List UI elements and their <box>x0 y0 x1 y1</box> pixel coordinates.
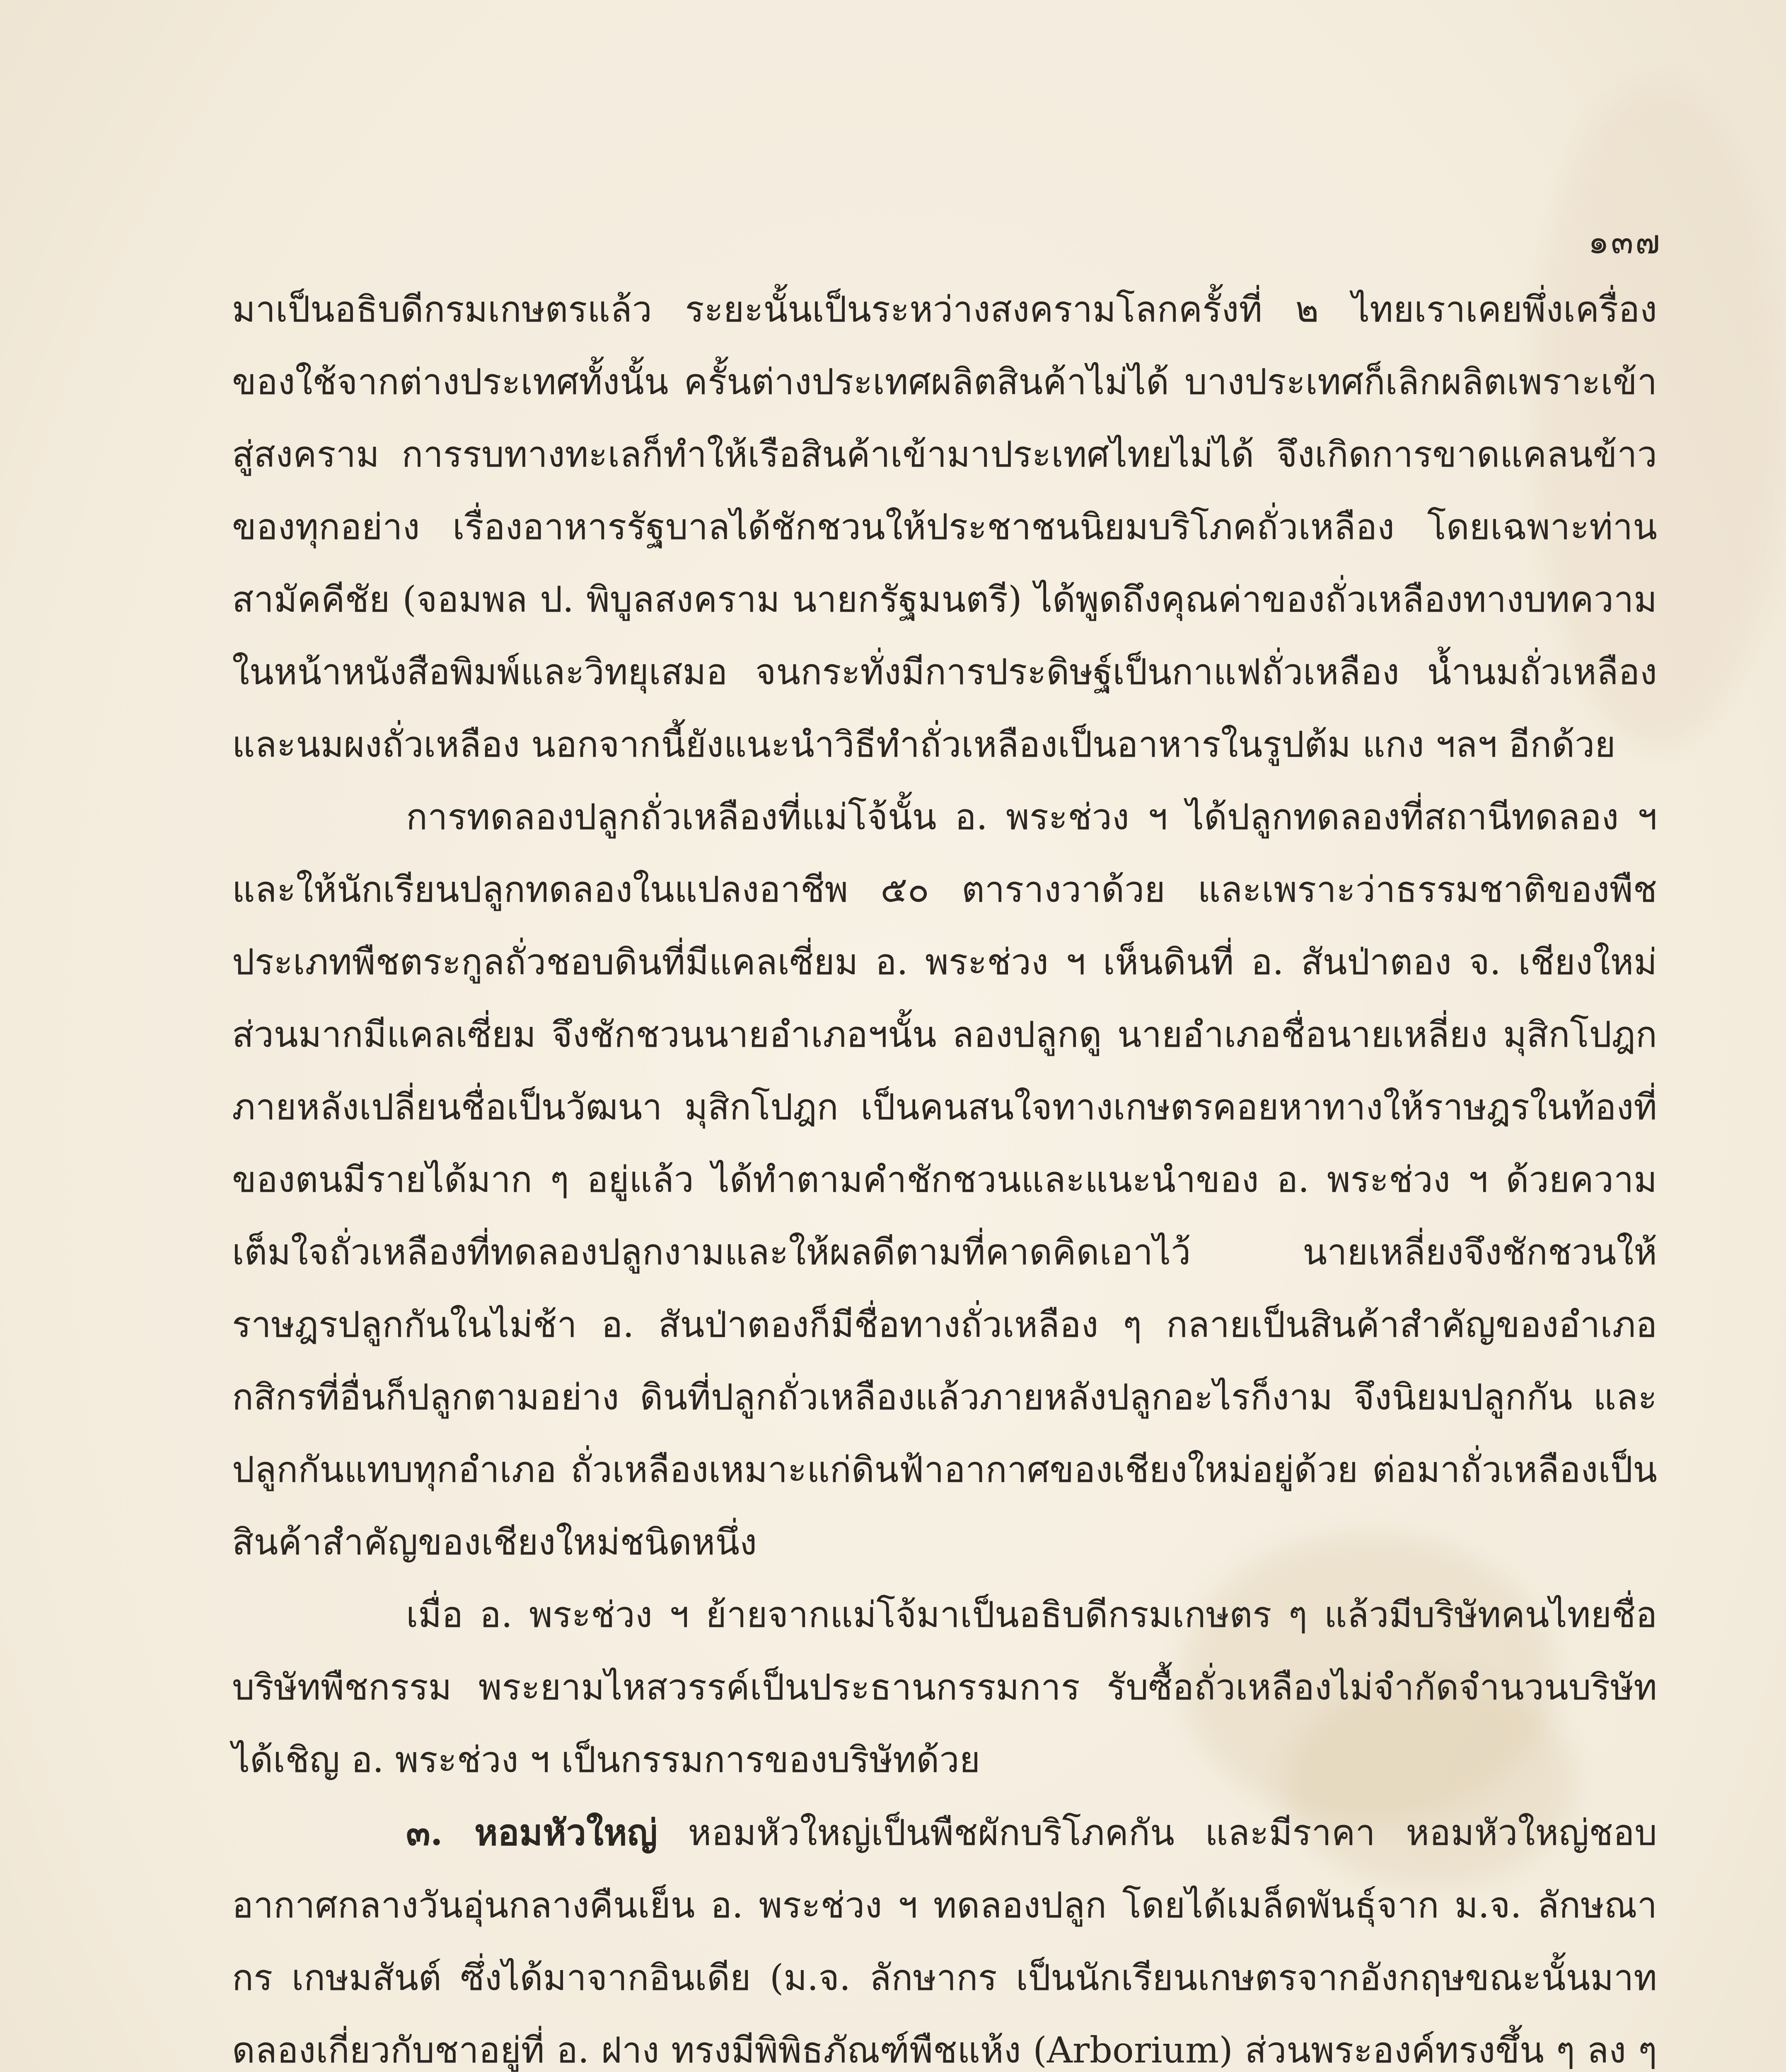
paragraph: การทดลองปลูกถั่วเหลืองที่แม่โจ้นั้น อ. พระช่วง ฯ ได้ปลูกทดลองที่สถานีทดลอง ฯ และให้นักเรียนปลูกทดลองในแปลงอาชีพ ๕๐ ตารางวาด้วย และเพราะว่าธรรมชาติของพืชประเภทพืชตระกูลถั่วชอบดินที่มีแคลเซี่ยม อ. พระช่วง ฯ เห็นดินที่ อ. สันป่าตอง จ. เชียงใหม่ส่วนมากมีแคลเซี่ยม จึงชักชวนนายอำเภอฯนั้น ลองปลูกดู นายอำเภอชื่อนายเหลี่ยง มุสิกโปฎกภายหลังเปลี่ยนชื่อเป็นวัฒนา มุสิกโปฎก เป็นคนสนใจทางเกษตรคอยหาทางให้ราษฎรในท้องที่ของตนมีรายได้มาก ๆ อยู่แล้ว ได้ทำตามคำชักชวนและแนะนำของ อ. พระช่วง ฯ ด้วยความเต็มใจถั่วเหลืองที่ทดลองปลูกงามและให้ผลดีตามที่คาดคิดเอาไว้ นายเหลี่ยงจึงชักชวนให้ราษฎรปลูกกันในไม่ช้า อ. สันป่าตองก็มีชื่อทางถั่วเหลือง ๆ กลายเป็นสินค้าสำคัญของอำเภอ กสิกรที่อื่นก็ปลูกตามอย่าง ดินที่ปลูกถั่วเหลืองแล้วภายหลังปลูกอะไรก็งาม จึงนิยมปลูกกัน และปลูกกันแทบทุกอำเภอ ถั่วเหลืองเหมาะแก่ดินฟ้าอากาศของเชียงใหม่อยู่ด้วย ต่อมาถั่วเหลืองเป็นสินค้าสำคัญของเชียงใหม่ชนิดหนึ่ง <box>232 796 1657 1563</box>
paragraph: มาเป็นอธิบดีกรมเกษตรแล้ว ระยะนั้นเป็นระหว่างสงครามโลกครั้งที่ ๒ ไทยเราเคยพึ่งเครื่องของใช้จากต่างประเทศทั้งนั้น ครั้นต่างประเทศผลิตสินค้าไม่ได้ บางประเทศก็เลิกผลิตเพราะเข้าสู่สงคราม การรบทางทะเลก็ทำให้เรือสินค้าเข้ามาประเทศไทยไม่ได้ จึงเกิดการขาดแคลนข้าวของทุกอย่าง เรื่องอาหารรัฐบาลได้ชักชวนให้ประชาชนนิยมบริโภคถั่วเหลือง โดยเฉพาะท่านสามัคคีชัย (จอมพล ป. พิบูลสงคราม นายกรัฐมนตรี) ได้พูดถึงคุณค่าของถั่วเหลืองทางบทความในหน้าหนังสือพิมพ์และวิทยุเสมอ จนกระทั่งมีการประดิษฐ์เป็นกาแฟถั่วเหลือง น้ำนมถั่วเหลืองและนมผงถั่วเหลือง นอกจากนี้ยังแนะนำวิธีทำถั่วเหลืองเป็นอาหารในรูปต้ม แกง ฯลฯ อีกด้วย <box>232 289 1657 765</box>
paragraph <box>232 1796 1657 2072</box>
section-heading: ๓. หอมหัวใหญ่ <box>406 1812 657 1854</box>
body-text <box>232 274 1657 2072</box>
page-number: ๑๓๗ <box>1588 223 1662 261</box>
paragraph-text: หอมหัวใหญ่เป็นพืชผักบริโภคกัน และมีราคา หอมหัวใหญ่ชอบอากาศกลางวันอุ่นกลางคืนเย็น อ. พระช่วง ฯ ทดลองปลูก โดยได้เมล็ดพันธุ์จาก ม.จ. ลักษณากร เกษมสันต์ ซึ่งได้มาจากอินเดีย (ม.จ. ลักษากร เป็นนักเรียนเกษตรจากอังกฤษขณะนั้นมาทดลองเกี่ยวกับชาอยู่ที่ อ. ฝาง ทรงมีพิพิธภัณฑ์พืชแห้ง (Arborium) ส่วนพระองค์ทรงขึ้น ๆ ลง ๆ <box>232 1812 1658 2071</box>
paragraph: เมื่อ อ. พระช่วง ฯ ย้ายจากแม่โจ้มาเป็นอธิบดีกรมเกษตร ๆ แล้วมีบริษัทคนไทยชื่อบริษัทพืชกรรม พระยามไหสวรรค์เป็นประธานกรรมการ รับซื้อถั่วเหลืองไม่จำกัดจำนวนบริษัทได้เชิญ อ. พระช่วง ฯ เป็นกรรมการของบริษัทด้วย <box>232 1594 1657 1781</box>
